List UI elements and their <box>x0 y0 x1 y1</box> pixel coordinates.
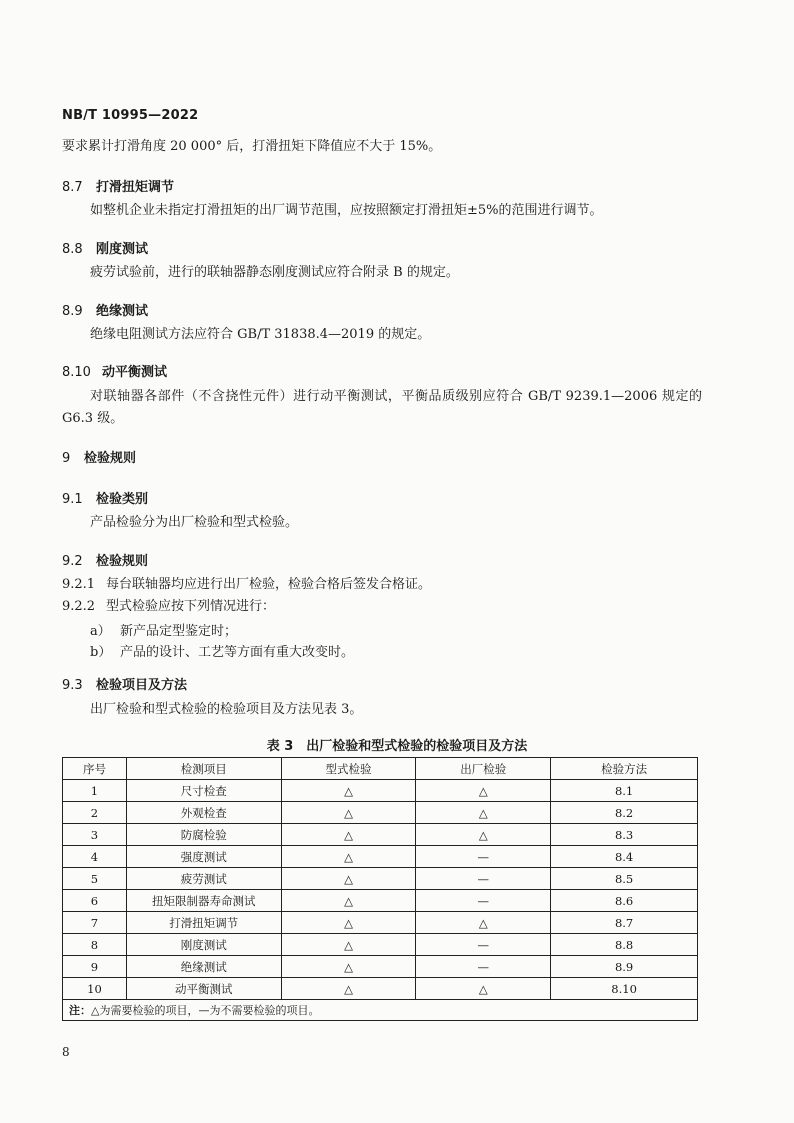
section-9-1-heading <box>62 488 148 507</box>
section-title: 绝缘测试 <box>96 304 149 319</box>
section-8-8-heading <box>62 238 148 257</box>
cell-method: 8.5 <box>551 868 698 890</box>
table-row <box>63 912 698 934</box>
cell-factory-test: — <box>416 868 551 890</box>
cell-item: 疲劳测试 <box>126 868 281 890</box>
table-header-row <box>63 758 698 780</box>
cell-type-test: △ <box>281 868 416 890</box>
clause-text: 每台联轴器均应进行出厂检验，检验合格后签发合格证。 <box>106 577 432 592</box>
clause-text: 型式检验应按下列情况进行： <box>106 599 276 614</box>
cell-factory-test: — <box>416 846 551 868</box>
inspection-items-table <box>62 757 698 1021</box>
section-9-heading <box>62 447 136 466</box>
list-marker: a） <box>90 624 111 639</box>
clause-number: 9.2.1 <box>62 577 96 592</box>
note-text: △为需要检验的项目，—为不需要检验的项目。 <box>91 1004 320 1017</box>
section-9-3-heading <box>62 674 187 693</box>
section-number: 9 <box>62 451 71 466</box>
section-8-10-heading <box>62 361 167 380</box>
cell-item: 防腐检验 <box>126 824 281 846</box>
section-number: 9.1 <box>62 492 83 507</box>
cell-method: 8.6 <box>551 890 698 912</box>
table-row <box>63 890 698 912</box>
cell-method: 8.9 <box>551 956 698 978</box>
cell-type-test: △ <box>281 824 416 846</box>
cell-serial: 1 <box>63 780 127 802</box>
intro-paragraph: 要求累计打滑角度 20 000° 后，打滑扭矩下降值应不大于 15%。 <box>62 139 442 154</box>
cell-factory-test: △ <box>416 978 551 1000</box>
section-title: 检验规则 <box>96 554 149 569</box>
header-method: 检验方法 <box>551 758 698 780</box>
table-row <box>63 824 698 846</box>
list-text: 新产品定型鉴定时； <box>120 624 238 639</box>
section-title: 刚度测试 <box>96 242 149 257</box>
cell-item: 刚度测试 <box>126 934 281 956</box>
cell-serial: 8 <box>63 934 127 956</box>
section-title: 检验项目及方法 <box>96 678 188 693</box>
table-3-title: 表 3 出厂检验和型式检验的检验项目及方法 <box>266 739 528 754</box>
standard-number: NB/T 10995—2022 <box>62 108 199 123</box>
section-number: 8.10 <box>62 365 91 380</box>
table-row <box>63 934 698 956</box>
section-number: 8.7 <box>62 180 83 195</box>
clause-9-2-1 <box>62 574 702 596</box>
cell-type-test: △ <box>281 978 416 1000</box>
cell-serial: 4 <box>63 846 127 868</box>
cell-factory-test: — <box>416 934 551 956</box>
cell-serial: 6 <box>63 890 127 912</box>
clause-number: 9.2.2 <box>62 599 96 614</box>
cell-method: 8.4 <box>551 846 698 868</box>
cell-item: 尺寸检查 <box>126 780 281 802</box>
table-row <box>63 978 698 1000</box>
list-marker: b） <box>90 645 112 660</box>
section-8-10-body: 对联轴器各部件（不含挠性元件）进行动平衡测试，平衡品质级别应符合 GB/T 9239.1—2006 规定的 G6.3 级。 <box>62 389 702 426</box>
cell-serial: 5 <box>63 868 127 890</box>
cell-serial: 3 <box>63 824 127 846</box>
header-factory-test: 出厂检验 <box>416 758 551 780</box>
page-number: 8 <box>62 1045 70 1059</box>
section-number: 8.8 <box>62 242 83 257</box>
cell-type-test: △ <box>281 780 416 802</box>
cell-item: 打滑扭矩调节 <box>126 912 281 934</box>
cell-type-test: △ <box>281 934 416 956</box>
section-8-7-heading <box>62 176 174 195</box>
section-9-3-body: 出厂检验和型式检验的检验项目及方法见表 3。 <box>90 702 363 717</box>
section-title: 动平衡测试 <box>102 365 168 380</box>
section-number: 9.3 <box>62 678 83 693</box>
cell-type-test: △ <box>281 846 416 868</box>
section-number: 8.9 <box>62 304 83 319</box>
cell-factory-test: — <box>416 956 551 978</box>
cell-factory-test: △ <box>416 780 551 802</box>
header-item: 检测项目 <box>126 758 281 780</box>
cell-item: 扭矩限制器寿命测试 <box>126 890 281 912</box>
cell-item: 外观检查 <box>126 802 281 824</box>
table-row <box>63 956 698 978</box>
cell-factory-test: — <box>416 890 551 912</box>
cell-method: 8.8 <box>551 934 698 956</box>
section-title: 检验规则 <box>84 451 137 466</box>
cell-method: 8.3 <box>551 824 698 846</box>
table-row <box>63 868 698 890</box>
cell-factory-test: △ <box>416 802 551 824</box>
cell-type-test: △ <box>281 890 416 912</box>
table-row <box>63 780 698 802</box>
header-serial: 序号 <box>63 758 127 780</box>
section-title: 检验类别 <box>96 492 149 507</box>
clause-9-2-2 <box>62 596 702 618</box>
cell-item: 强度测试 <box>126 846 281 868</box>
cell-serial: 2 <box>63 802 127 824</box>
cell-serial: 9 <box>63 956 127 978</box>
section-9-1-body: 产品检验分为出厂检验和型式检验。 <box>90 515 299 530</box>
section-8-7-body: 如整机企业未指定打滑扭矩的出厂调节范围，应按照额定打滑扭矩±5%的范围进行调节。 <box>90 203 603 218</box>
cell-factory-test: △ <box>416 824 551 846</box>
list-item-b <box>90 641 354 660</box>
section-title: 打滑扭矩调节 <box>96 180 175 195</box>
cell-method: 8.1 <box>551 780 698 802</box>
cell-item: 绝缘测试 <box>126 956 281 978</box>
list-item-a <box>90 620 237 639</box>
note-label: 注： <box>69 1004 91 1017</box>
cell-serial: 7 <box>63 912 127 934</box>
cell-method: 8.7 <box>551 912 698 934</box>
section-8-9-body: 绝缘电阻测试方法应符合 GB/T 31838.4—2019 的规定。 <box>90 327 431 342</box>
table-row <box>63 802 698 824</box>
cell-factory-test: △ <box>416 912 551 934</box>
section-number: 9.2 <box>62 554 83 569</box>
cell-serial: 10 <box>63 978 127 1000</box>
cell-method: 8.10 <box>551 978 698 1000</box>
section-9-2-heading <box>62 550 148 569</box>
table-row <box>63 846 698 868</box>
cell-type-test: △ <box>281 912 416 934</box>
cell-item: 动平衡测试 <box>126 978 281 1000</box>
cell-type-test: △ <box>281 956 416 978</box>
table-note <box>63 1000 698 1021</box>
cell-method: 8.2 <box>551 802 698 824</box>
header-type-test: 型式检验 <box>281 758 416 780</box>
cell-type-test: △ <box>281 802 416 824</box>
section-8-9-heading <box>62 300 148 319</box>
list-text: 产品的设计、工艺等方面有重大改变时。 <box>120 645 355 660</box>
section-8-8-body: 疲劳试验前，进行的联轴器静态刚度测试应符合附录 B 的规定。 <box>90 265 459 280</box>
table-note-row <box>63 1000 698 1021</box>
